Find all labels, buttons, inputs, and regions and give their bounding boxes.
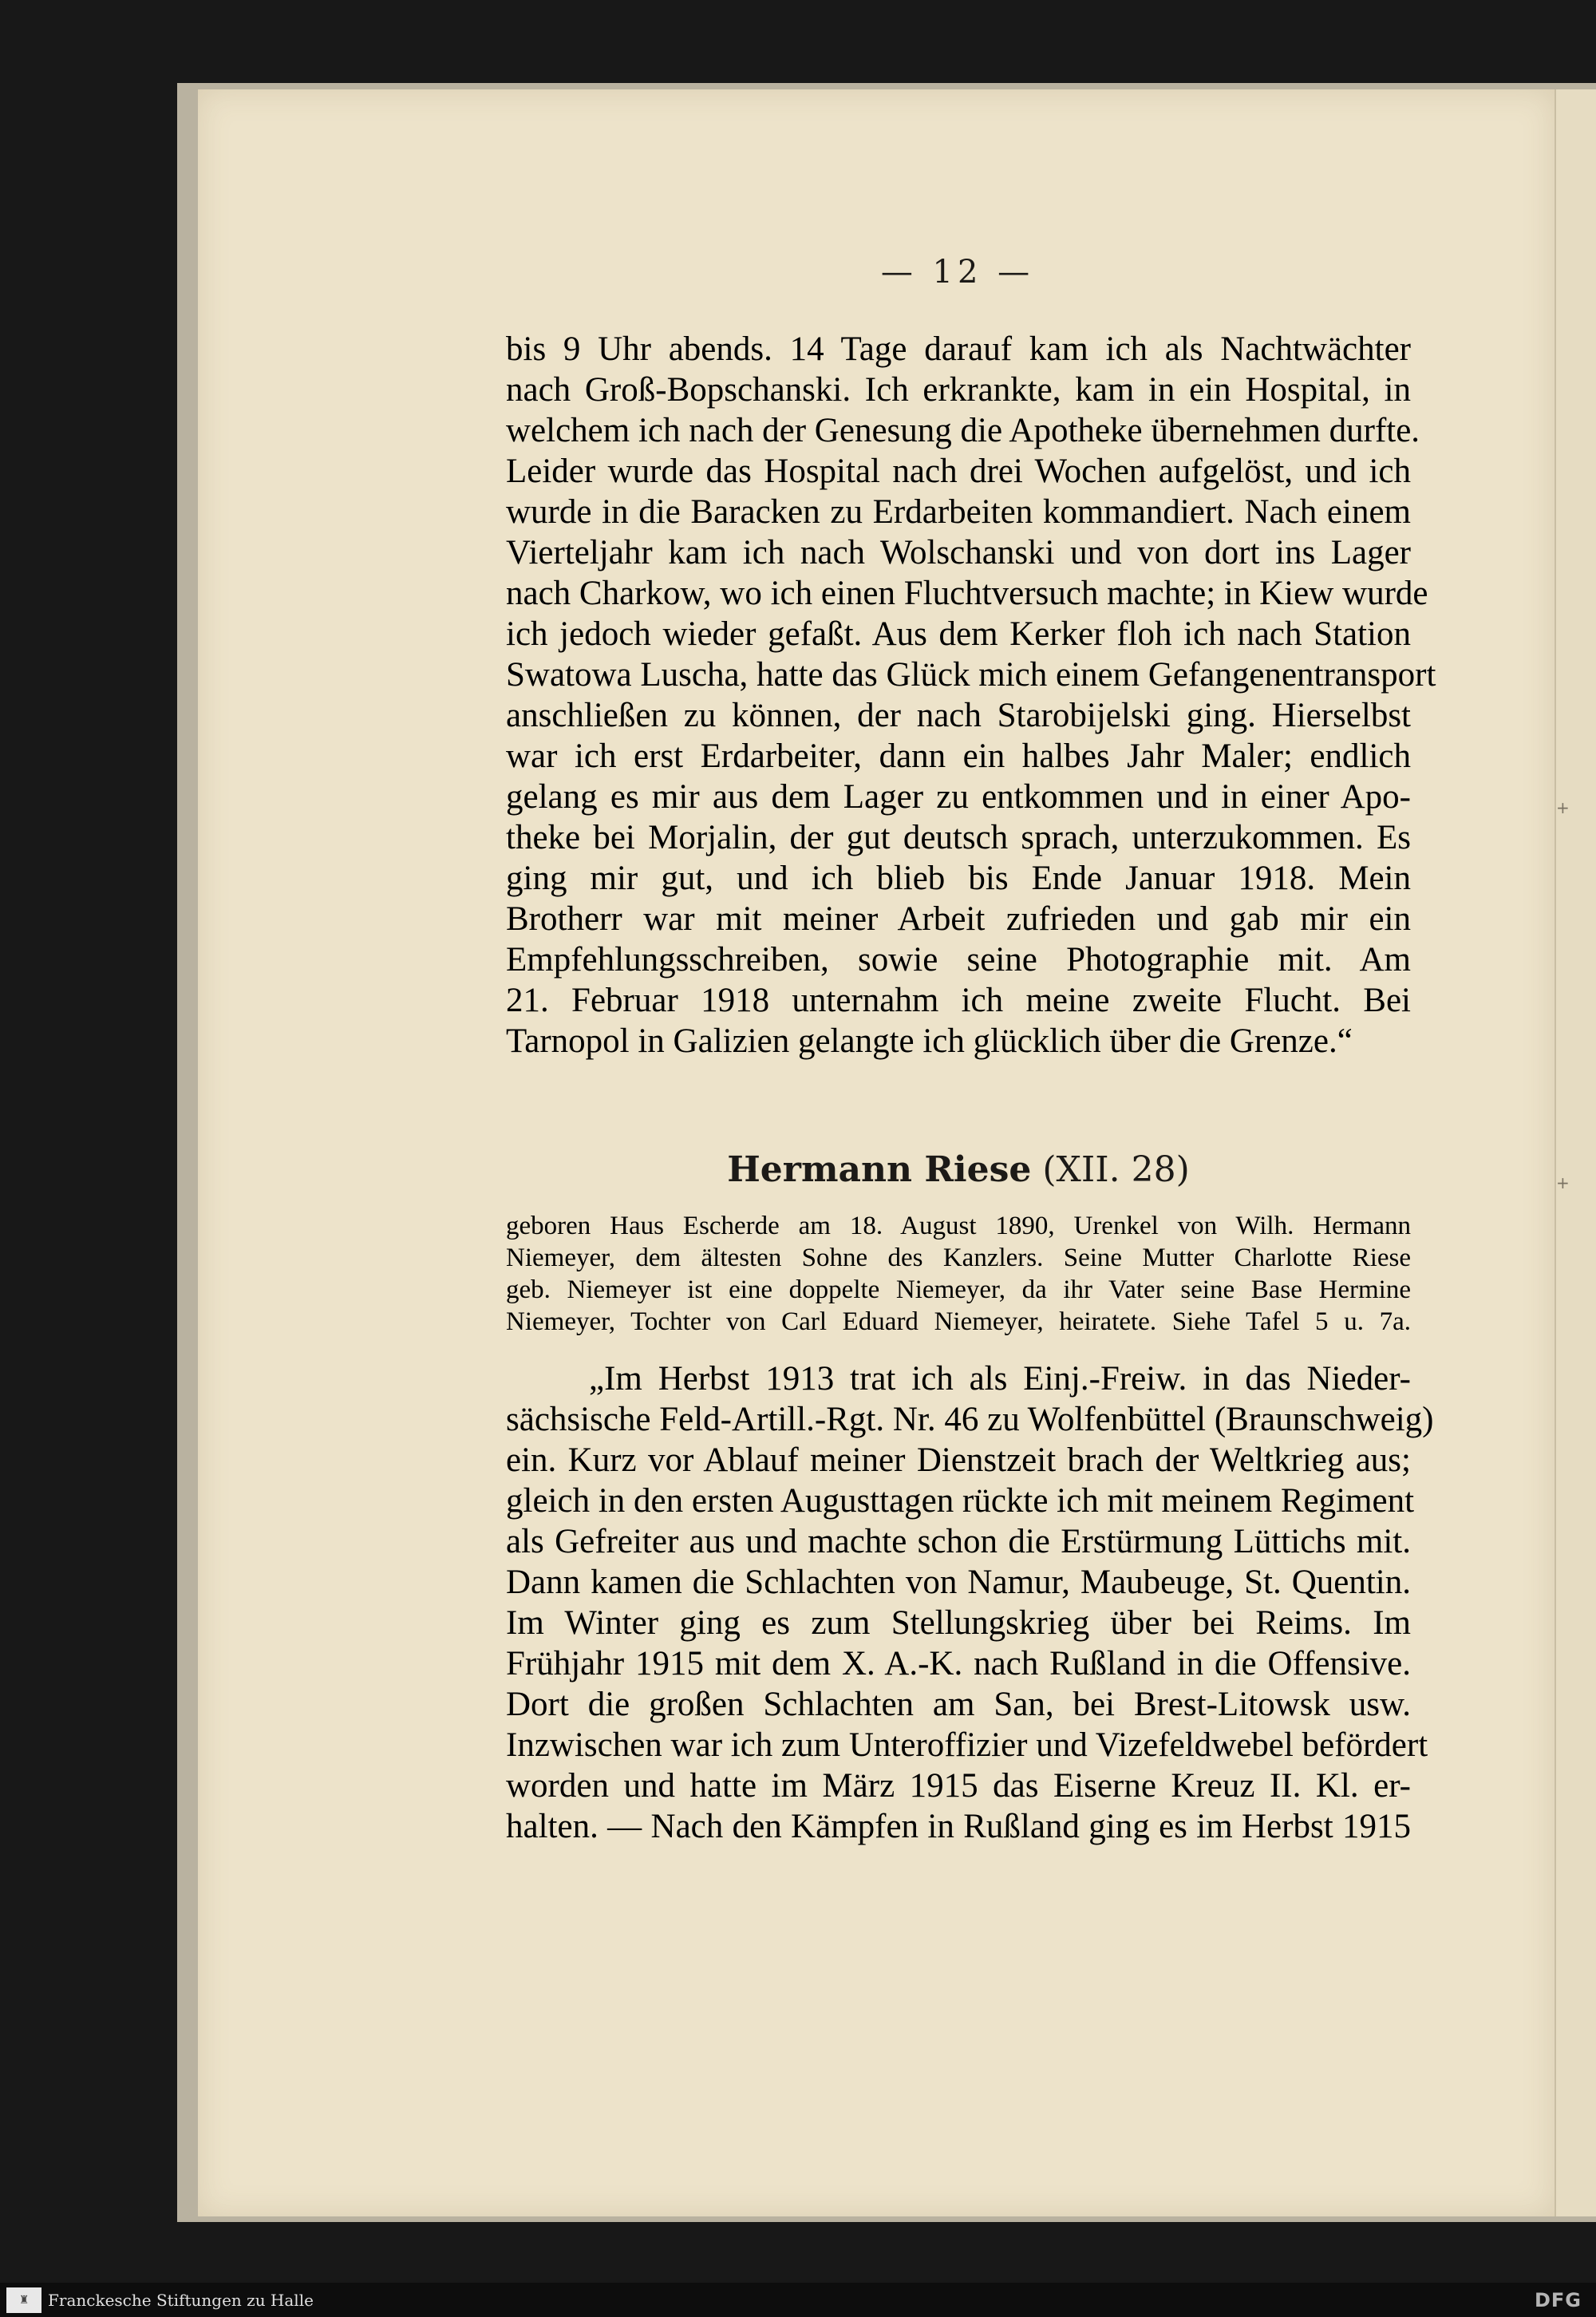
biography-line: geboren Haus Escherde am 18. August 1890, Urenkel von Wilh. Hermann [506, 1212, 1411, 1240]
text-line: halten. — Nach den Kämpfen in Rußland ging es im Herbst 1915 [506, 1808, 1411, 1845]
text-line: 21. Februar 1918 unternahm ich meine zweite Flucht. Bei [506, 982, 1411, 1019]
biography-line: Niemeyer, Tochter von Carl Eduard Niemeyer, heiratete. Siehe Tafel 5 u. 7a. [506, 1307, 1411, 1336]
paragraph-quote [506, 1358, 1434, 1847]
text-line: als Gefreiter aus und machte schon die Erstürmung Lüttichs mit. [506, 1523, 1411, 1560]
text-line: Leider wurde das Hospital nach drei Wochen aufgelöst, und ich [506, 453, 1411, 490]
text-line: Dann kamen die Schlachten von Namur, Maubeuge, St. Quentin. [506, 1564, 1411, 1601]
text-line: theke bei Morjalin, der gut deutsch sprach, unterzukommen. Es [506, 819, 1411, 856]
text-line: Dort die großen Schlachten am San, bei Brest-Litowsk usw. [506, 1686, 1411, 1723]
institution-name: Franckesche Stiftungen zu Halle [48, 2291, 314, 2310]
text-line: ich jedoch wieder gefaßt. Aus dem Kerker floh ich nach Station [506, 615, 1411, 653]
text-line: ging mir gut, und ich blieb bis Ende Januar 1918. Mein [506, 860, 1411, 897]
text-line: Frühjahr 1915 mit dem X. A.-K. nach Rußland in die Offensive. [506, 1645, 1411, 1682]
text-line: worden und hatte im März 1915 das Eiserne Kreuz II. Kl. er- [506, 1767, 1411, 1805]
section-reference: (XII. 28) [1042, 1149, 1190, 1190]
text-line: war ich erst Erdarbeiter, dann ein halbes Jahr Maler; endlich [506, 737, 1411, 775]
text-line: gleich in den ersten Augusttagen rückte ich mit meinem Regiment [506, 1482, 1415, 1520]
text-line: sächsische Feld-Artill.-Rgt. Nr. 46 zu Wolfenbüttel (Braunschweig) [506, 1401, 1434, 1438]
biography-note [506, 1210, 1411, 1338]
text-line: Tarnopol in Galizien gelangte ich glücklich über die Grenze.“ [506, 1022, 1353, 1060]
biography-line: Niemeyer, dem ältesten Sohne des Kanzlers. Seine Mutter Charlotte Riese [506, 1244, 1411, 1272]
text-line: Vierteljahr kam ich nach Wolschanski und von dort ins Lager [506, 534, 1411, 571]
text-line: welchem ich nach der Genesung die Apotheke übernehmen durfte. [506, 412, 1420, 449]
text-line: „Im Herbst 1913 trat ich als Einj.-Freiw. in das Nieder- [589, 1360, 1411, 1398]
dfg-logo: DFG [1534, 2289, 1582, 2311]
person-name: Hermann Riese [727, 1149, 1032, 1190]
text-line: nach Groß-Bopschanski. Ich erkrankte, kam in ein Hospital, in [506, 371, 1411, 409]
text-line: bis 9 Uhr abends. 14 Tage darauf kam ich als Nachtwächter [506, 330, 1411, 368]
text-line: ein. Kurz vor Ablauf meiner Dienstzeit brach der Weltkrieg aus; [506, 1441, 1411, 1479]
institution-logo [6, 2287, 41, 2313]
franckesche-stiftungen-emblem-icon: ♜ [18, 2294, 30, 2307]
text-line: anschließen zu können, der nach Starobijelski ging. Hierselbst [506, 697, 1411, 734]
biography-line: geb. Niemeyer ist eine doppelte Niemeyer, da ihr Vater seine Base Hermine [506, 1275, 1411, 1304]
text-line: Empfehlungsschreiben, sowie seine Photographie mit. Am [506, 941, 1411, 979]
text-line: Swatowa Luscha, hatte das Glück mich einem Gefangenentransport [506, 656, 1436, 694]
scan-margin-mark: + [1556, 1173, 1570, 1192]
text-line: Inzwischen war ich zum Unteroffizier und Vizefeldwebel befördert [506, 1726, 1428, 1764]
text-line: gelang es mir aus dem Lager zu entkommen und in einer Apo- [506, 778, 1411, 816]
text-line: nach Charkow, wo ich einen Fluchtversuch machte; in Kiew wurde [506, 575, 1428, 612]
text-line: Brotherr war mit meiner Arbeit zufrieden und gab mir ein [506, 900, 1411, 938]
page-number: — 12 — [880, 254, 1035, 291]
next-page-edge [1555, 89, 1596, 2216]
scan-margin-mark: + [1556, 798, 1570, 817]
text-line: Im Winter ging es zum Stellungskrieg über bei Reims. Im [506, 1604, 1411, 1642]
section-heading [506, 1146, 1411, 1194]
text-line: wurde in die Baracken zu Erdarbeiten kommandiert. Nach einem [506, 493, 1411, 531]
paragraph-continuation [506, 329, 1436, 1062]
